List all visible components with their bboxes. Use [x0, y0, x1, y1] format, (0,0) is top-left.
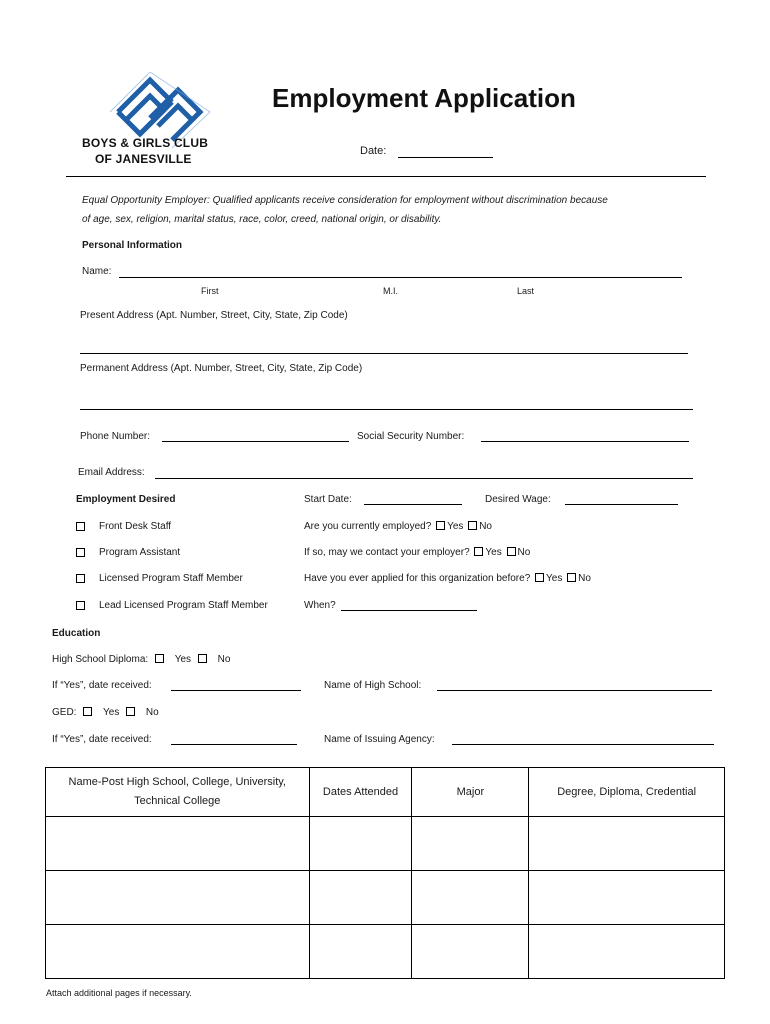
table-row	[46, 925, 725, 979]
ged-date-label: If “Yes”, date received:	[52, 734, 152, 745]
degree-header: Degree, Diploma, Credential	[529, 768, 725, 817]
phone-field[interactable]	[162, 441, 349, 442]
degree-cell[interactable]	[529, 871, 725, 925]
ged-label: GED:	[52, 707, 77, 718]
permanent-address-label: Permanent Address (Apt. Number, Street, City, State, Zip Code)	[80, 363, 363, 374]
applied-before-question	[304, 573, 591, 584]
currently-employed-yes-checkbox[interactable]	[436, 521, 445, 530]
yes-label: Yes	[174, 654, 192, 665]
major-header: Major	[412, 768, 529, 817]
degree-cell[interactable]	[529, 817, 725, 871]
middle-initial-caption: M.I.	[383, 286, 398, 296]
dates-attended-header: Dates Attended	[309, 768, 412, 817]
email-field[interactable]	[155, 478, 693, 479]
hs-diploma-row	[52, 654, 230, 665]
ssn-label: Social Security Number:	[357, 431, 465, 442]
school-name-cell[interactable]	[46, 871, 310, 925]
contact-employer-yes-checkbox[interactable]	[474, 547, 483, 556]
yes-label: Yes	[485, 547, 502, 558]
major-cell[interactable]	[412, 925, 529, 979]
yes-label: Yes	[447, 521, 464, 532]
ged-date-field[interactable]	[171, 744, 297, 745]
program-assistant-label: Program Assistant	[99, 547, 181, 558]
name-field[interactable]	[119, 277, 682, 278]
table-header-row	[46, 768, 725, 817]
yes-label: Yes	[103, 707, 120, 718]
dates-attended-cell[interactable]	[309, 871, 412, 925]
currently-employed-no-checkbox[interactable]	[468, 521, 477, 530]
hs-name-label: Name of High School:	[324, 680, 422, 691]
when-field[interactable]	[341, 610, 477, 611]
start-date-label: Start Date:	[304, 494, 352, 505]
present-address-label: Present Address (Apt. Number, Street, City, State, Zip Code)	[80, 310, 348, 321]
hs-date-label: If “Yes”, date received:	[52, 680, 152, 691]
front-desk-checkbox[interactable]	[76, 522, 85, 531]
school-name-header-line2: Technical College	[134, 795, 221, 807]
school-name-cell[interactable]	[46, 925, 310, 979]
major-cell[interactable]	[412, 817, 529, 871]
employment-heading: Employment Desired	[76, 494, 176, 505]
applied-before-yes-checkbox[interactable]	[535, 573, 544, 582]
dates-attended-cell[interactable]	[309, 925, 412, 979]
start-date-field[interactable]	[364, 504, 462, 505]
hs-diploma-label: High School Diploma:	[52, 654, 149, 665]
currently-employed-question	[304, 521, 492, 532]
education-heading: Education	[52, 628, 101, 639]
issuing-agency-field[interactable]	[452, 744, 714, 745]
last-name-caption: Last	[517, 286, 535, 296]
table-row	[46, 871, 725, 925]
name-label: Name:	[82, 266, 112, 277]
ged-yes-checkbox[interactable]	[83, 707, 92, 716]
permanent-address-field[interactable]	[80, 409, 693, 410]
phone-label: Phone Number:	[80, 431, 151, 442]
personal-info-heading: Personal Information	[82, 240, 183, 251]
applied-before-text: Have you ever applied for this organization before?	[304, 573, 531, 584]
no-label: No	[479, 521, 492, 532]
licensed-staff-checkbox[interactable]	[76, 574, 85, 583]
lead-licensed-staff-label: Lead Licensed Program Staff Member	[99, 600, 268, 611]
lead-licensed-staff-checkbox[interactable]	[76, 601, 85, 610]
contact-employer-text: If so, may we contact your employer?	[304, 547, 470, 558]
education-table	[45, 767, 725, 979]
program-assistant-checkbox[interactable]	[76, 548, 85, 557]
currently-employed-text: Are you currently employed?	[304, 521, 432, 532]
yes-label: Yes	[546, 573, 563, 584]
ged-no-checkbox[interactable]	[126, 707, 135, 716]
first-name-caption: First	[201, 286, 219, 296]
degree-cell[interactable]	[529, 925, 725, 979]
present-address-field[interactable]	[80, 353, 688, 354]
front-desk-label: Front Desk Staff	[99, 521, 172, 532]
ged-row	[52, 707, 159, 718]
hs-diploma-yes-checkbox[interactable]	[155, 654, 164, 663]
attach-pages-note: Attach additional pages if necessary.	[46, 988, 192, 998]
contact-employer-question	[304, 547, 530, 558]
eeo-line-1: Equal Opportunity Employer: Qualified applicants receive consideration for employment without discrimination because	[82, 195, 608, 206]
contact-employer-no-checkbox[interactable]	[507, 547, 516, 556]
date-field[interactable]	[398, 157, 493, 158]
hs-diploma-no-checkbox[interactable]	[198, 654, 207, 663]
licensed-staff-label: Licensed Program Staff Member	[99, 573, 243, 584]
school-name-header-line1: Name-Post High School, College, University,	[68, 776, 286, 788]
logo-text-line2: OF JANESVILLE	[95, 152, 192, 166]
no-label: No	[217, 654, 231, 665]
email-label: Email Address:	[78, 467, 145, 478]
school-name-cell[interactable]	[46, 817, 310, 871]
issuing-agency-label: Name of Issuing Agency:	[324, 734, 435, 745]
date-label: Date:	[360, 145, 387, 157]
hs-date-field[interactable]	[171, 690, 301, 691]
dates-attended-cell[interactable]	[309, 817, 412, 871]
school-name-header	[46, 768, 310, 817]
applied-before-no-checkbox[interactable]	[567, 573, 576, 582]
no-label: No	[145, 707, 159, 718]
table-row	[46, 817, 725, 871]
form-title: Employment Application	[272, 83, 576, 113]
major-cell[interactable]	[412, 871, 529, 925]
when-label: When?	[304, 600, 336, 611]
hs-name-field[interactable]	[437, 690, 712, 691]
desired-wage-field[interactable]	[565, 504, 678, 505]
header-divider	[66, 176, 706, 177]
desired-wage-label: Desired Wage:	[485, 494, 551, 505]
eeo-line-2: of age, sex, religion, marital status, race, color, creed, national origin, or disability.	[82, 214, 442, 225]
logo-text-line1: BOYS & GIRLS CLUB	[82, 136, 209, 150]
no-label: No	[517, 547, 531, 558]
ssn-field[interactable]	[481, 441, 689, 442]
no-label: No	[578, 573, 591, 584]
